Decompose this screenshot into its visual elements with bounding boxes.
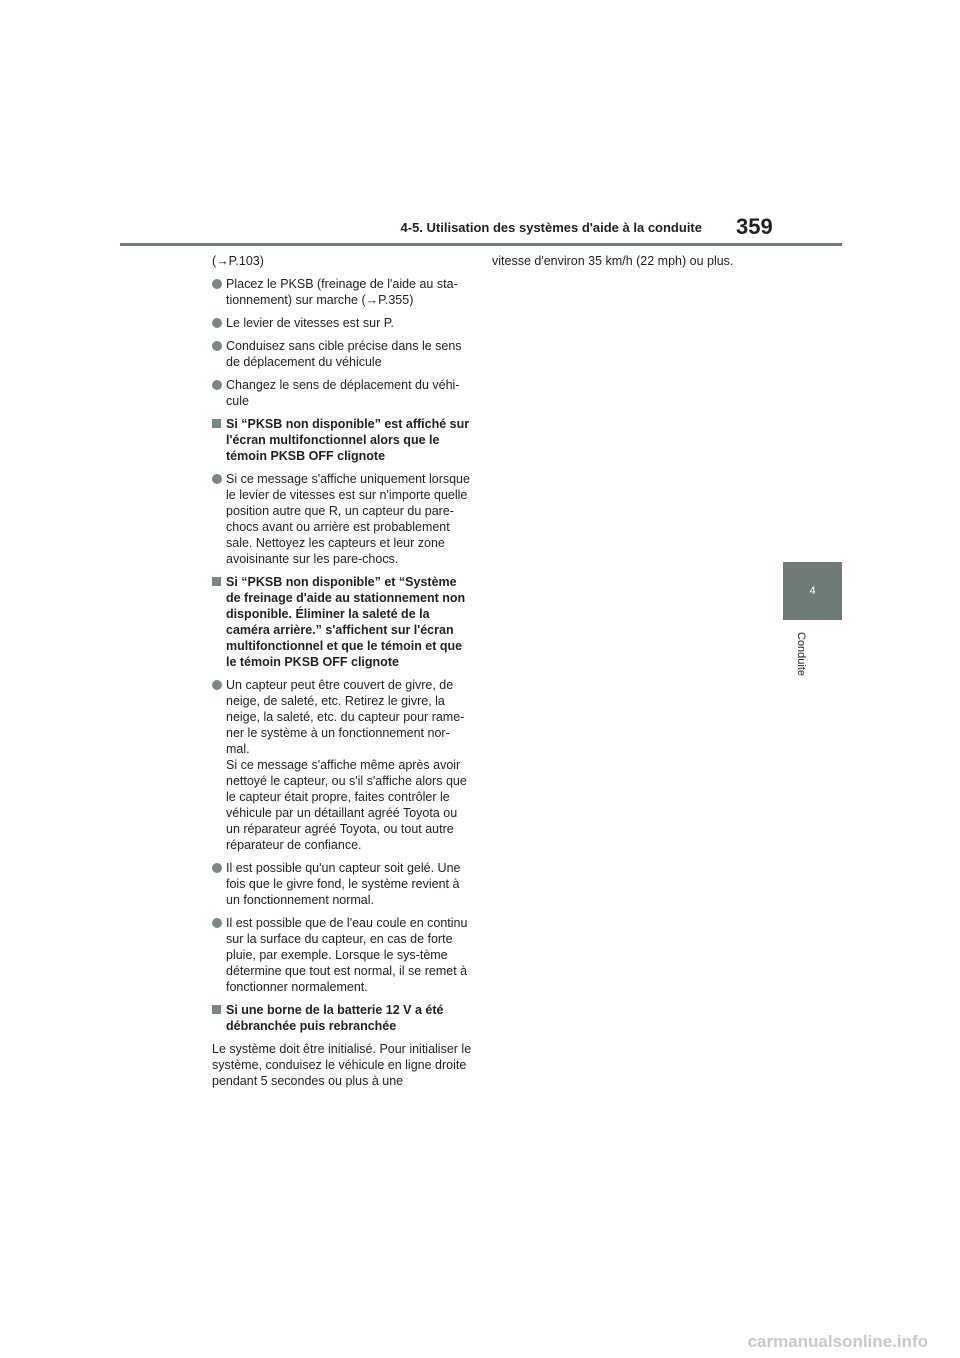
list-item bbox=[212, 677, 472, 853]
body-paragraph: vitesse d'environ 35 km/h (22 mph) ou plus. bbox=[492, 254, 734, 268]
square-bullet-icon bbox=[212, 577, 221, 586]
list-item-text: Un capteur peut être couvert de givre, de neige, de saleté, etc. Retirez le givre, la neige, la saleté, etc. du capteur pour rame-ner le système à un fonctionnement nor-mal. bbox=[226, 678, 465, 756]
list-item-text: Changez le sens de déplacement du véhi-cule bbox=[226, 378, 460, 408]
list-item bbox=[212, 315, 472, 331]
bullet-icon bbox=[212, 318, 222, 328]
bullet-icon bbox=[212, 863, 222, 873]
page-number: 359 bbox=[736, 214, 773, 239]
header-rule bbox=[120, 243, 842, 246]
list-item-text: Il est possible que de l'eau coule en continu sur la surface du capteur, en cas de forte pluie, par exemple. Lorsque le sys-tème détermine que tout est normal, il se remet à fonctionner normalement. bbox=[226, 916, 468, 994]
list-item bbox=[212, 377, 472, 409]
left-column bbox=[212, 253, 472, 1096]
list-item bbox=[212, 915, 472, 995]
section-heading bbox=[212, 1002, 472, 1034]
list-item-text: Placez le PKSB (freinage de l'aide au sta-tionnement) sur marche (→P.355) bbox=[226, 277, 458, 307]
chapter-tab bbox=[783, 562, 842, 620]
list-item bbox=[212, 338, 472, 370]
bullet-icon bbox=[212, 474, 222, 484]
chapter-number: 4 bbox=[809, 585, 816, 597]
list-item-text: Le levier de vitesses est sur P. bbox=[226, 316, 394, 330]
list-item bbox=[212, 860, 472, 908]
bullet-icon bbox=[212, 380, 222, 390]
bullet-icon bbox=[212, 680, 222, 690]
list-item-text: Il est possible qu'un capteur soit gelé. Une fois que le givre fond, le système revient à un fonctionnement normal. bbox=[226, 861, 461, 907]
chapter-label: Conduite bbox=[795, 632, 807, 677]
watermark: carmanualsonline.info bbox=[747, 1332, 928, 1351]
bullet-icon bbox=[212, 341, 222, 351]
square-bullet-icon bbox=[212, 1005, 221, 1014]
section-heading-text: Si “PKSB non disponible” est affiché sur l'écran multifonctionnel alors que le témoin PKSB OFF clignote bbox=[226, 417, 470, 463]
list-item bbox=[212, 276, 472, 308]
list-item-text: Si ce message s'affiche même après avoir nettoyé le capteur, ou s'il s'affiche alors que le capteur était propre, faites contrôler le véhicule par un détaillant agréé Toyota ou un réparateur agréé Toyota, ou tout autre réparateur de confiance. bbox=[226, 758, 467, 852]
square-bullet-icon bbox=[212, 419, 221, 428]
list-item bbox=[212, 471, 472, 567]
body-paragraph: Le système doit être initialisé. Pour initialiser le système, conduisez le véhicule en ligne droite pendant 5 secondes ou plus à une bbox=[212, 1042, 472, 1088]
section-heading bbox=[212, 416, 472, 464]
section-heading-text: Si une borne de la batterie 12 V a été débranchée puis rebranchée bbox=[226, 1003, 444, 1033]
list-item-text: Si ce message s'affiche uniquement lorsque le levier de vitesses est sur n'importe quelle position autre que R, un capteur du pare-chocs avant ou arrière est probablement sale. Nettoyez les capteurs et leur zone avoisinante sur les pare-chocs. bbox=[226, 472, 470, 566]
section-heading bbox=[212, 574, 472, 670]
bullet-icon bbox=[212, 918, 222, 928]
page-reference: (→P.103) bbox=[212, 254, 264, 268]
right-column bbox=[492, 253, 772, 276]
list-item-text: Conduisez sans cible précise dans le sens de déplacement du véhicule bbox=[226, 339, 462, 369]
header-title: 4-5. Utilisation des systèmes d'aide à la conduite bbox=[400, 220, 702, 235]
section-heading-text: Si “PKSB non disponible” et “Système de freinage d'aide au stationnement non disponible. Éliminer la saleté de la caméra arrière.” s'affichent sur l'écran multifonctionnel et que le témoin et que le témoin PKSB OFF clignote bbox=[226, 575, 466, 669]
bullet-icon bbox=[212, 279, 222, 289]
